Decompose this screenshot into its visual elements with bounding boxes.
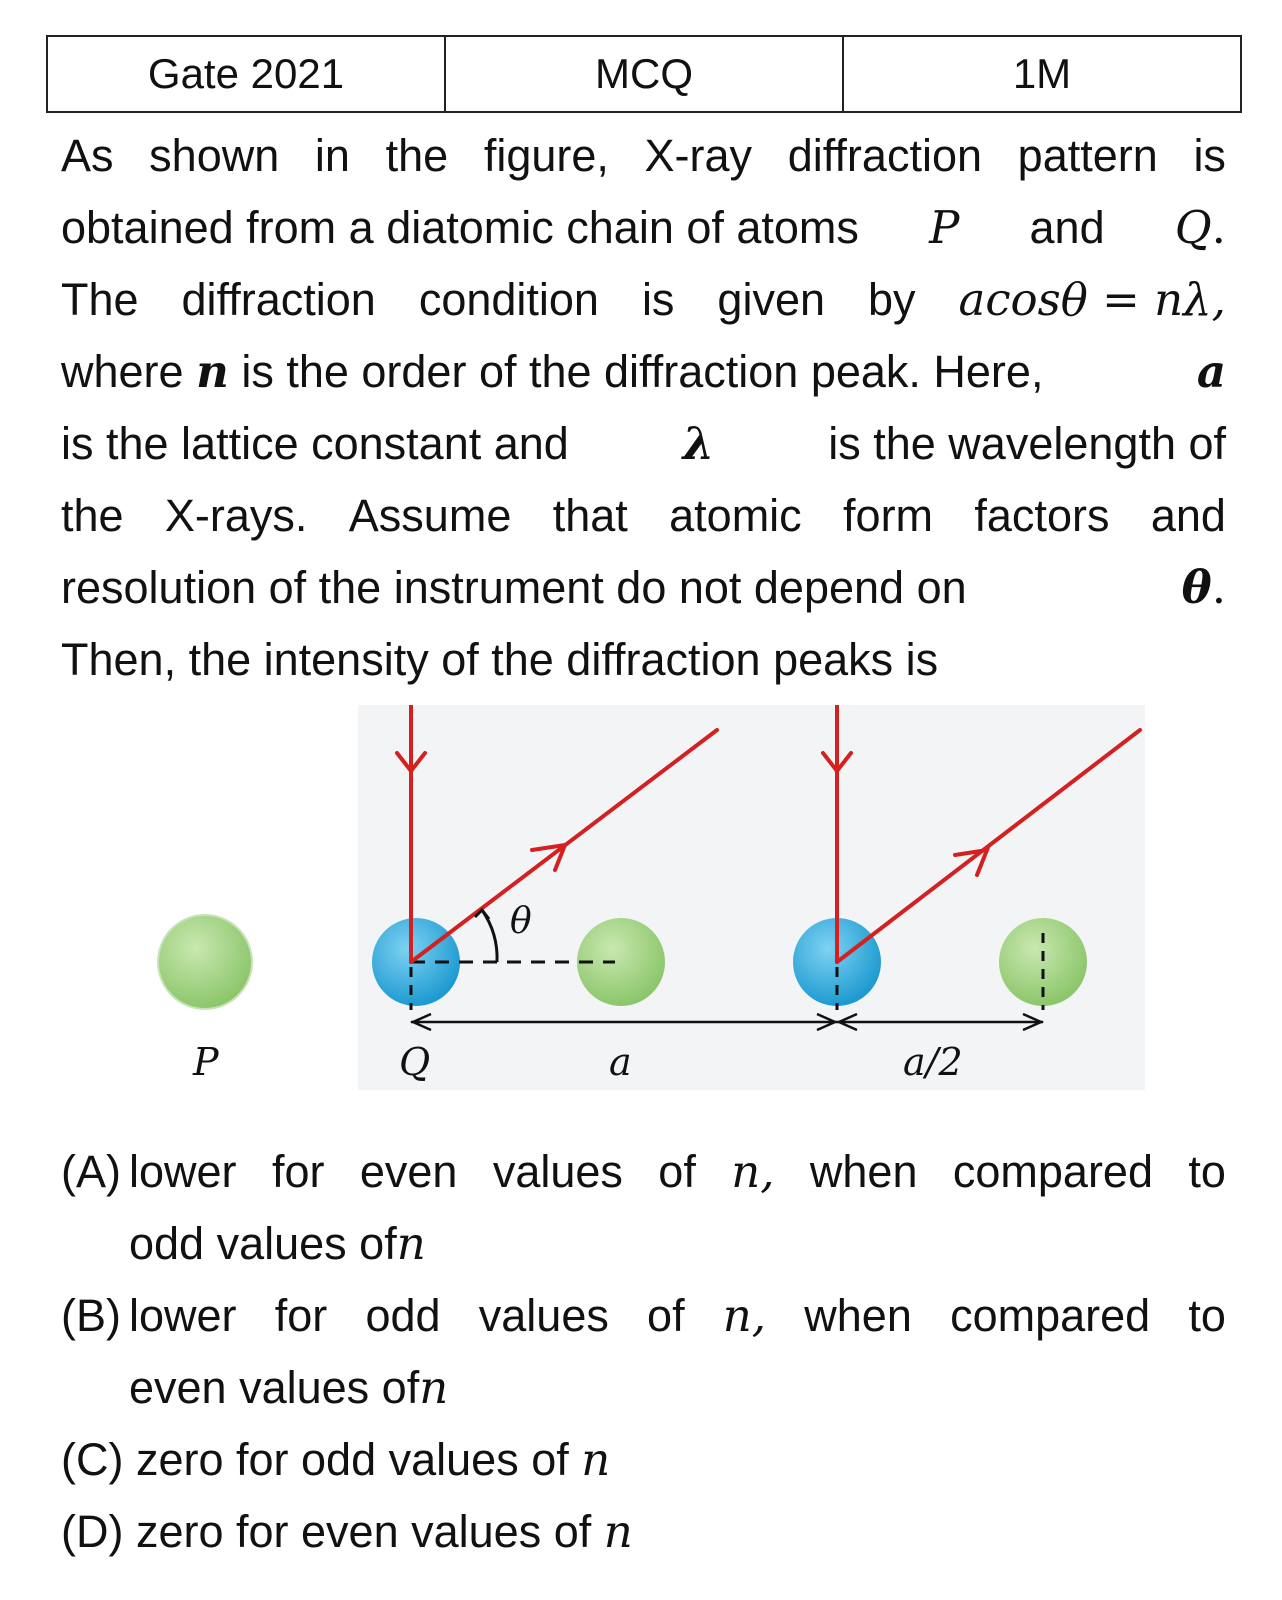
text-segment: is the order of the diffraction peak. Here, — [241, 346, 1044, 397]
option-a-label: (A) — [61, 1146, 121, 1197]
diffraction-equation: acosθ = nλ, — [958, 273, 1226, 326]
word: Assume — [348, 490, 512, 541]
word: compared — [950, 1290, 1151, 1341]
word: compared — [952, 1146, 1153, 1197]
text-segment: and — [1029, 202, 1105, 253]
word: X-ray — [644, 130, 753, 181]
text-segment: obtained from a diatomic chain of atoms — [61, 202, 859, 253]
exam-name: Gate 2021 — [47, 36, 445, 112]
symbol-n: n — [581, 1433, 611, 1486]
question-line-2 — [61, 192, 1226, 264]
symbol-a: a — [1196, 345, 1226, 398]
text-segment: Then, the intensity of the diffraction peaks is — [61, 634, 939, 685]
question-line-6 — [61, 480, 1226, 552]
question-line-4 — [61, 336, 1226, 408]
text-segment: even values of — [129, 1362, 420, 1413]
word: by — [867, 274, 916, 325]
atom-p — [158, 915, 252, 1009]
word: figure, — [483, 130, 609, 181]
header-table — [46, 35, 1242, 113]
symbol-n: n, — [722, 1289, 767, 1342]
text-segment: odd values of — [129, 1218, 397, 1269]
word: As — [61, 130, 114, 181]
label-p: P — [193, 1040, 219, 1084]
option-b-line-1 — [129, 1280, 1226, 1352]
word: values — [478, 1290, 609, 1341]
text-segment: where — [61, 346, 184, 397]
word: of — [658, 1146, 696, 1197]
word: odd — [365, 1290, 441, 1341]
word: atomic — [669, 490, 802, 541]
option-b[interactable] — [61, 1280, 1226, 1424]
question-line-8 — [61, 624, 1226, 696]
text-segment: resolution of the instrument do not depend on — [61, 562, 967, 613]
word: even — [359, 1146, 458, 1197]
word: values — [492, 1146, 623, 1197]
label-a: a — [609, 1040, 632, 1084]
option-d-text: zero for even values of — [123, 1506, 604, 1557]
word: form — [843, 490, 934, 541]
symbol-n: n — [196, 345, 229, 398]
word: The — [61, 274, 139, 325]
option-b-label: (B) — [61, 1290, 121, 1341]
answer-options — [61, 1136, 1226, 1568]
word: lower — [129, 1146, 237, 1197]
diffraction-figure — [145, 705, 1145, 1115]
word: the — [385, 130, 449, 181]
symbol-theta: θ — [1181, 561, 1212, 614]
figure-background — [358, 705, 1145, 1090]
word: for — [274, 1290, 328, 1341]
option-a-line-1 — [129, 1136, 1226, 1208]
symbol-lambda: λ — [682, 417, 715, 470]
word: in — [314, 130, 350, 181]
question-line-3 — [61, 264, 1226, 336]
label-a-half: a/2 — [903, 1040, 963, 1084]
symbol-n: n — [603, 1505, 633, 1558]
word: X-rays. — [164, 490, 308, 541]
question-line-1 — [61, 120, 1226, 192]
word: is — [1193, 130, 1226, 181]
word: condition — [418, 274, 599, 325]
text-segment: . — [1211, 201, 1226, 254]
question-line-5 — [61, 408, 1226, 480]
atom-p-symbol: P — [929, 201, 960, 254]
word: diffraction — [787, 130, 983, 181]
word: factors — [974, 490, 1110, 541]
word: given — [717, 274, 825, 325]
word: lower — [129, 1290, 237, 1341]
question-type: MCQ — [445, 36, 843, 112]
question-text — [61, 120, 1226, 696]
theta-label: θ — [510, 901, 532, 942]
option-a-line-2 — [129, 1208, 1226, 1280]
option-c-label: (C) — [61, 1434, 124, 1485]
word: the — [61, 490, 124, 541]
symbol-n: n — [419, 1361, 449, 1414]
word: for — [271, 1146, 325, 1197]
word: that — [552, 490, 628, 541]
option-b-line-2 — [129, 1352, 1226, 1424]
word: of — [647, 1290, 685, 1341]
option-d[interactable] — [61, 1496, 1226, 1568]
label-q: Q — [399, 1040, 431, 1084]
text-segment: is the lattice constant and — [61, 418, 569, 469]
option-c[interactable] — [61, 1424, 1226, 1496]
atom-q-symbol: Q — [1174, 201, 1212, 254]
text-segment: is the wavelength of — [828, 418, 1226, 469]
word: when — [809, 1146, 918, 1197]
option-c-text: zero for odd values of — [123, 1434, 582, 1485]
word: to — [1188, 1146, 1226, 1197]
question-line-7 — [61, 552, 1226, 624]
word: and — [1150, 490, 1226, 541]
word: when — [804, 1290, 912, 1341]
symbol-n: n — [396, 1217, 426, 1270]
word: diffraction — [181, 274, 376, 325]
word: is — [641, 274, 675, 325]
symbol-n: n, — [731, 1145, 775, 1198]
option-a[interactable] — [61, 1136, 1226, 1280]
word: pattern — [1017, 130, 1158, 181]
word: shown — [149, 130, 280, 181]
option-d-label: (D) — [61, 1506, 124, 1557]
marks: 1M — [843, 36, 1241, 112]
word: to — [1188, 1290, 1226, 1341]
text-segment: . — [1211, 561, 1226, 614]
